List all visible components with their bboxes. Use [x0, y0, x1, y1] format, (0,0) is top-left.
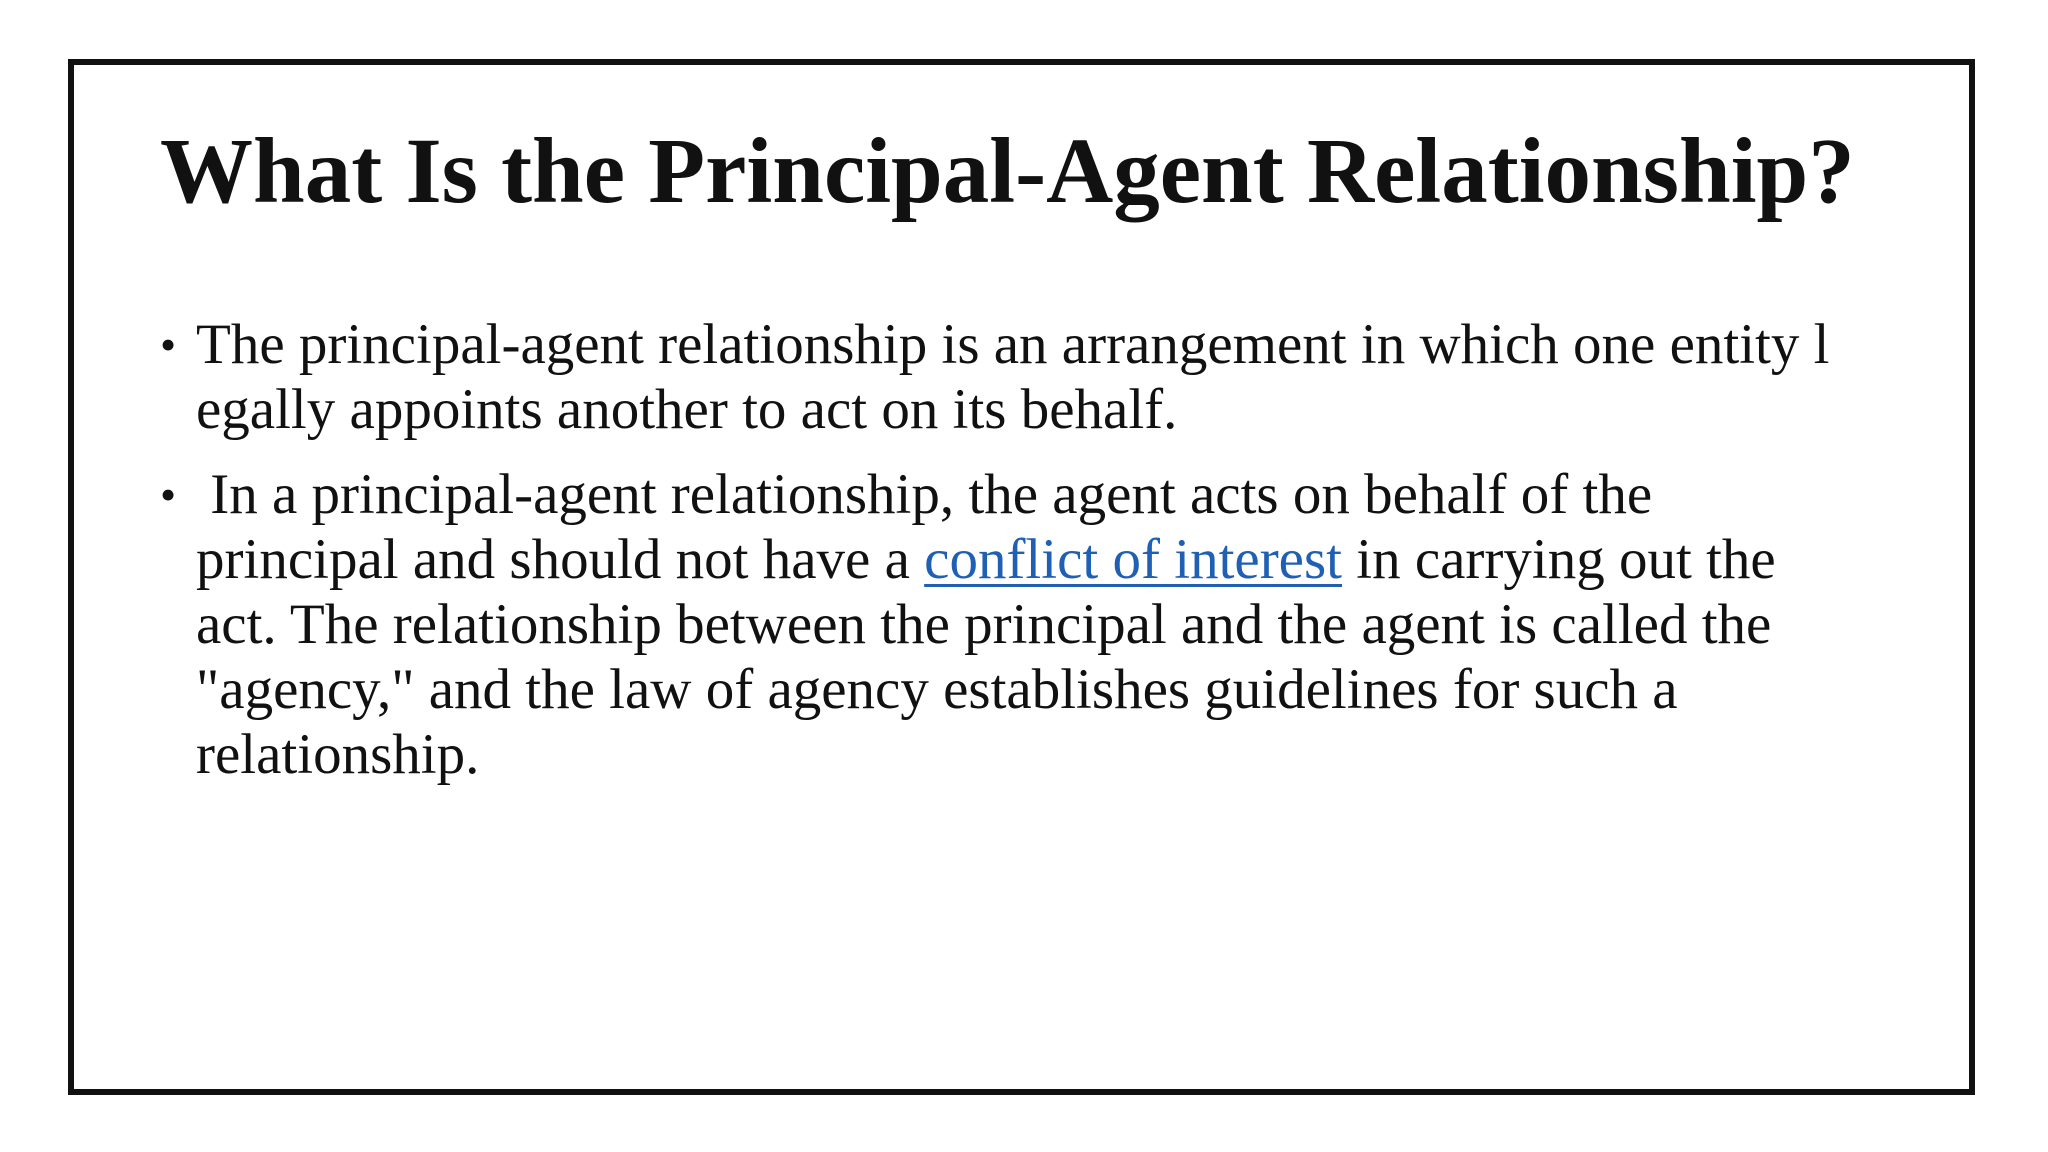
bullet-text-line: In a principal-agent relationship, the agent acts on behalf of the	[196, 463, 1653, 526]
bullet-text-line: egally appoints another to act on its behalf.	[196, 378, 1178, 441]
bullet-text-segment: principal and should not have a	[196, 528, 925, 591]
bullet-dot-icon: •	[160, 319, 177, 370]
bullet-text-line: "agency," and the law of agency establishes guidelines for such a	[196, 658, 1678, 721]
bullet-text-line	[196, 527, 1920, 592]
bullet-text-segment: in carrying out the	[1342, 528, 1776, 591]
bullet-list	[160, 312, 1920, 787]
bullet-item-definition	[160, 312, 1920, 442]
bullet-item-agency	[160, 462, 1920, 787]
bullet-text-line: relationship.	[196, 723, 480, 786]
bullet-dot-icon: •	[160, 469, 177, 520]
bullet-text-line: act. The relationship between the principal and the agent is called the	[196, 593, 1772, 656]
conflict-of-interest-link[interactable]: conflict of interest	[924, 528, 1342, 591]
bullet-text-line: The principal-agent relationship is an arrangement in which one entity l	[196, 313, 1830, 376]
slide-title: What Is the Principal-Agent Relationship?	[160, 120, 1855, 223]
